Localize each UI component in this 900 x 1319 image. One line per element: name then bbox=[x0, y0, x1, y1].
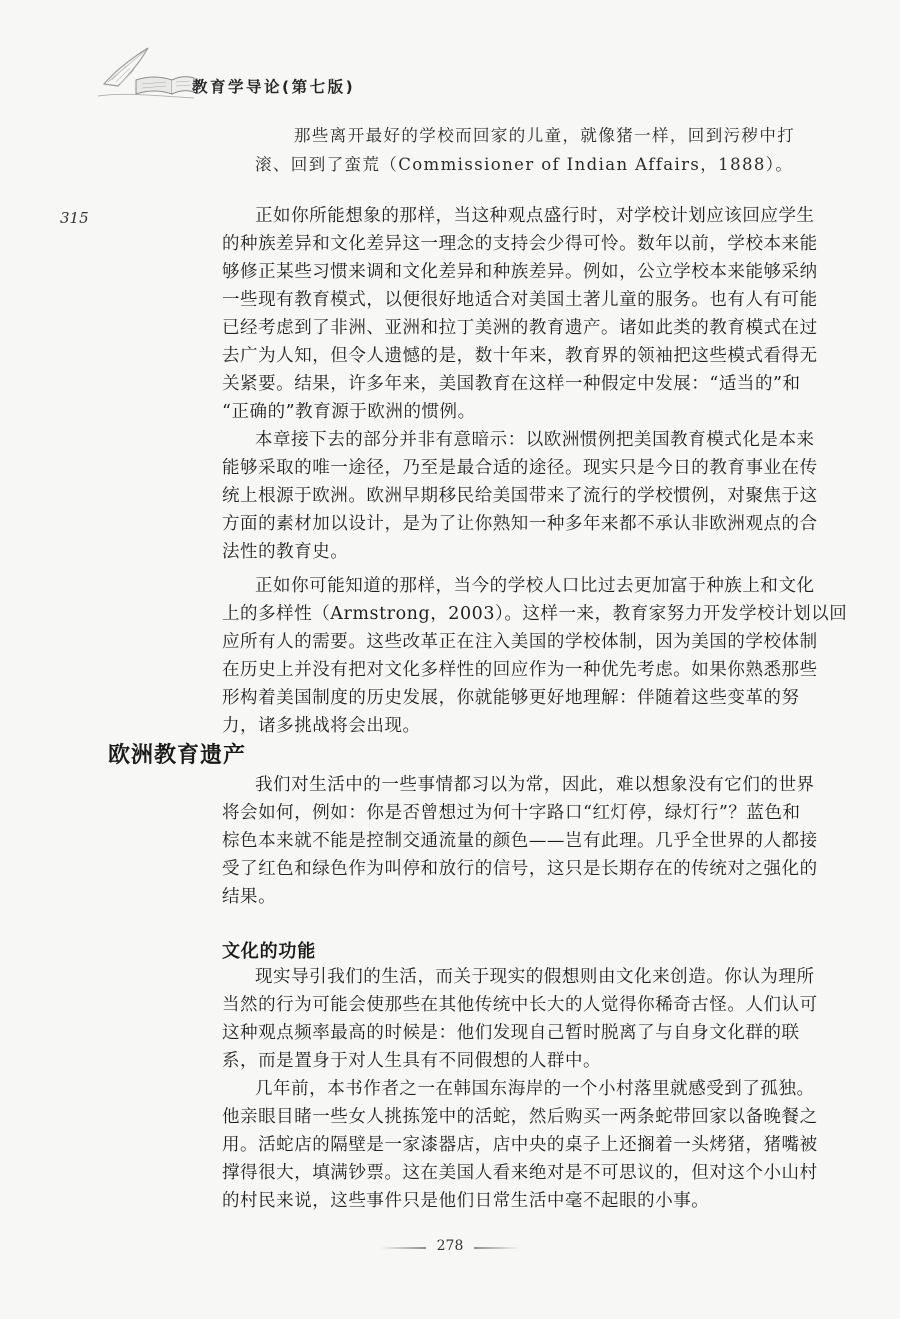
body-line: 一些现有教育模式，以便很好地适合对美国土著儿童的服务。也有人有可能 bbox=[222, 290, 818, 310]
body-line: 够修正某些习惯来调和文化差异和种族差异。例如，公立学校本来能够采纳 bbox=[222, 262, 818, 282]
body-line: 已经考虑到了非洲、亚洲和拉丁美洲的教育遗产。诸如此类的教育模式在过 bbox=[222, 318, 818, 338]
body-line: 撑得很大，填满钞票。这在美国人看来绝对是不可思议的，但对这个小山村 bbox=[222, 1163, 818, 1183]
body-line: 棕色本来就不能是控制交通流量的颜色——岂有此理。几乎全世界的人都接 bbox=[222, 831, 818, 851]
body-line: 法性的教育史。 bbox=[222, 542, 349, 562]
section-heading: 欧洲教育遗产 bbox=[108, 743, 247, 768]
body-line: 受了红色和绿色作为叫停和放行的信号，这只是长期存在的传统对之强化的 bbox=[222, 859, 818, 879]
body-line: 上的多样性（Armstrong，2003）。这样一来，教育家努力开发学校计划以回 bbox=[222, 604, 848, 624]
page-number: 278 bbox=[436, 1238, 464, 1254]
page-footer bbox=[380, 1236, 520, 1260]
quote-line: 那些离开最好的学校而回家的儿童，就像猪一样，回到污秽中打 bbox=[294, 126, 796, 145]
body-line: 当然的行为可能会使那些在其他传统中长大的人觉得你稀奇古怪。人们认可 bbox=[222, 995, 818, 1015]
body-line: 本章接下去的部分并非有意暗示：以欧洲惯例把美国教育模式化是本来 bbox=[255, 430, 815, 450]
quote-line: 滚、回到了蛮荒（Commissioner of Indian Affairs，1888）。 bbox=[255, 155, 794, 174]
running-header bbox=[96, 40, 476, 110]
footer-rule-right bbox=[474, 1247, 520, 1249]
body-line: “正确的”教育源于欧洲的惯例。 bbox=[222, 402, 476, 422]
body-line: 应所有人的需要。这些改革正在注入美国的学校体制，因为美国的学校体制 bbox=[222, 632, 818, 652]
body-line: 关紧要。结果，许多年来，美国教育在这样一种假定中发展：“适当的”和 bbox=[222, 374, 801, 394]
body-line: 在历史上并没有把对文化多样性的回应作为一种优先考虑。如果你熟悉那些 bbox=[222, 660, 818, 680]
body-line: 的村民来说，这些事件只是他们日常生活中毫不起眼的小事。 bbox=[222, 1191, 710, 1211]
running-title: 教育学导论(第七版) bbox=[192, 78, 356, 96]
body-line: 用。活蛇店的隔壁是一家漆器店，店中央的桌子上还搁着一头烤猪，猪嘴被 bbox=[222, 1135, 818, 1155]
subsection-heading: 文化的功能 bbox=[222, 941, 316, 962]
body-line: 形构着美国制度的历史发展，你就能够更好地理解：伴随着这些变革的努 bbox=[222, 688, 800, 708]
body-line: 他亲眼目睹一些女人挑拣笼中的活蛇，然后购买一两条蛇带回家以备晚餐之 bbox=[222, 1107, 818, 1127]
body-line: 的种族差异和文化差异这一理念的支持会少得可怜。数年以前，学校本来能 bbox=[222, 234, 818, 254]
body-line: 这种观点频率最高的时候是：他们发现自己暂时脱离了与自身文化群的联 bbox=[222, 1023, 800, 1043]
body-line: 方面的素材加以设计，是为了让你熟知一种多年来都不承认非欧洲观点的合 bbox=[222, 514, 818, 534]
body-line: 去广为人知，但令人遗憾的是，数十年来，教育界的领袖把这些模式看得无 bbox=[222, 346, 818, 366]
body-line: 将会如何，例如：你是否曾想过为何十字路口“红灯停，绿灯行”？蓝色和 bbox=[222, 803, 801, 823]
body-line: 正如你可能知道的那样，当今的学校人口比过去更加富于种族上和文化 bbox=[255, 576, 815, 596]
body-line: 现实导引我们的生活，而关于现实的假想则由文化来创造。你认为理所 bbox=[255, 967, 815, 987]
body-line: 我们对生活中的一些事情都习以为常，因此，难以想象没有它们的世界 bbox=[255, 775, 815, 795]
feather-book-ornament-icon bbox=[96, 40, 196, 102]
margin-page-number: 315 bbox=[60, 209, 89, 227]
body-line: 力，诸多挑战将会出现。 bbox=[222, 716, 421, 736]
body-line: 正如你所能想象的那样，当这种观点盛行时，对学校计划应该回应学生 bbox=[255, 206, 815, 226]
body-line: 几年前，本书作者之一在韩国东海岸的一个小村落里就感受到了孤独。 bbox=[255, 1079, 815, 1099]
body-line: 系，而是置身于对人生具有不同假想的人群中。 bbox=[222, 1051, 602, 1071]
body-line: 结果。 bbox=[222, 887, 277, 907]
body-line: 能够采取的唯一途径，乃至是最合适的途径。现实只是今日的教育事业在传 bbox=[222, 458, 818, 478]
body-line: 统上根源于欧洲。欧洲早期移民给美国带来了流行的学校惯例，对聚焦于这 bbox=[222, 486, 818, 506]
